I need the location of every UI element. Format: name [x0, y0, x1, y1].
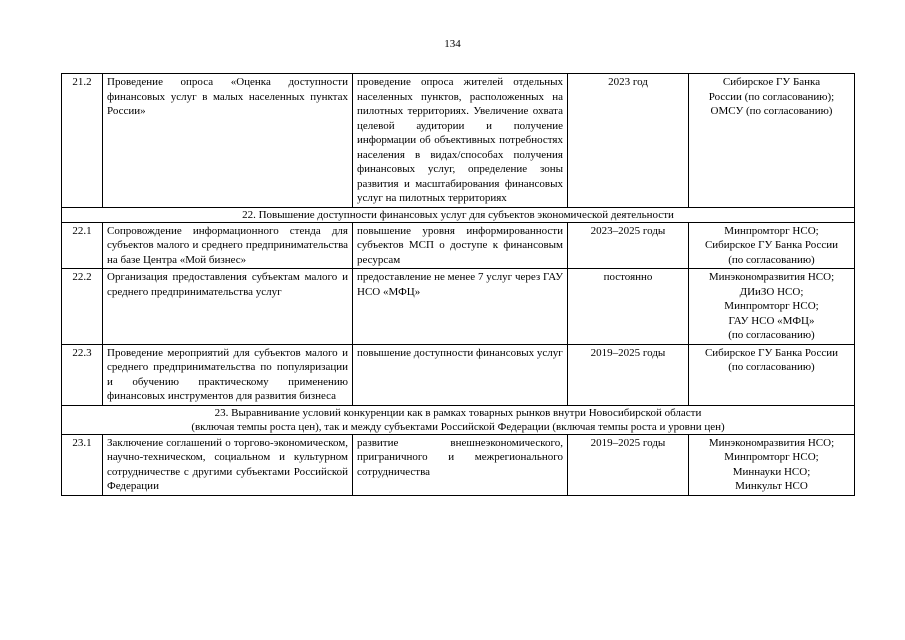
executor-line: (по согласованию) [728, 361, 815, 373]
table-row [62, 222, 855, 269]
activity-cell: Организация предоставления субъектам малого и среднего предпринимательства услуг [103, 269, 353, 345]
executor-line: Сибирское ГУ Банка [722, 76, 821, 88]
activity-cell: Заключение соглашений о торгово-экономическом, научно-техническом, социальном и культурном сотрудничестве с другими субъектами Российской Федерации [103, 434, 353, 495]
executors-cell [689, 222, 855, 269]
term-cell: 2019–2025 годы [568, 434, 689, 495]
row-number: 22.1 [62, 222, 103, 269]
result-cell: развитие внешнеэкономического, приграничного и межрегионального сотрудничества [353, 434, 568, 495]
section-heading-row [62, 207, 855, 222]
row-number: 22.3 [62, 344, 103, 405]
result-cell: повышение уровня информированности субъектов МСП о доступе к финансовым ресурсам [353, 222, 568, 269]
row-number: 23.1 [62, 434, 103, 495]
result-cell: повышение доступности финансовых услуг [353, 344, 568, 405]
executor-line: ДИиЗО НСО; [739, 285, 804, 298]
table-row [62, 344, 855, 405]
executors-cell [689, 269, 855, 345]
measures-table [61, 73, 855, 496]
executor-line: (по согласованию) [728, 253, 815, 266]
activity-cell: Проведение мероприятий для субъектов малого и среднего предпринимательства по популяризации и обучению практическому применению финансовых инструментов для развития бизнеса [103, 344, 353, 405]
executor-line: ОМСУ (по согласованию) [710, 105, 833, 117]
executor-line: Минпромторг НСО; [724, 224, 819, 237]
term-cell: 2023 год [568, 74, 689, 208]
executors-cell [689, 344, 855, 405]
result-cell: проведение опроса жителей отдельных населенных пунктов, расположенных на пилотных территориях. Увеличение охвата целевой аудитории и получение информации об объективных потребностях населения в видах/способах получения финансовых услуг, определение зоны развития и масштабирования финансовых услуг на пилотных территориях [353, 74, 568, 208]
row-number: 21.2 [62, 74, 103, 208]
executor-line: Минпромторг НСО; [724, 300, 819, 312]
section-23-title [62, 405, 855, 434]
term-cell: 2023–2025 годы [568, 222, 689, 269]
executors-cell [689, 74, 855, 208]
section-23-title-line: (включая темпы роста цен), так и между субъектами Российской Федерации (включая темпы роста и уровни цен) [191, 420, 725, 433]
table-row [62, 74, 855, 208]
activity-cell: Сопровождение информационного стенда для субъектов малого и среднего предпринимательства на базе Центра «Мой бизнес» [103, 222, 353, 269]
section-heading-row [62, 405, 855, 434]
executors-cell [689, 434, 855, 495]
executor-line: Миннауки НСО; [732, 465, 811, 478]
section-23-title-line: 23. Выравнивание условий конкуренции как в рамках товарных рынков внутри Новосибирской области [214, 406, 702, 419]
result-cell: предоставление не менее 7 услуг через ГАУ НСО «МФЦ» [353, 269, 568, 345]
executor-line: ГАУ НСО «МФЦ» [728, 314, 815, 327]
row-number: 22.2 [62, 269, 103, 345]
executor-line: России (по согласованию); [708, 90, 835, 103]
executor-line: Сибирское ГУ Банка России [704, 239, 839, 251]
table-row [62, 269, 855, 345]
executor-line: Минэкономразвития НСО; [708, 271, 835, 283]
activity-cell: Проведение опроса «Оценка доступности финансовых услуг в малых населенных пунктах России» [103, 74, 353, 208]
term-cell: постоянно [568, 269, 689, 345]
executor-line: (по согласованию) [728, 329, 815, 341]
section-22-title: 22. Повышение доступности финансовых услуг для субъектов экономической деятельности [62, 207, 855, 222]
executor-line: Минкульт НСО [735, 480, 808, 492]
term-cell: 2019–2025 годы [568, 344, 689, 405]
executor-line: Минпромторг НСО; [724, 451, 819, 463]
executor-line: Минэкономразвития НСО; [708, 436, 835, 449]
table-row [62, 434, 855, 495]
page-number: 134 [444, 38, 461, 50]
executor-line: Сибирское ГУ Банка России [704, 346, 839, 359]
